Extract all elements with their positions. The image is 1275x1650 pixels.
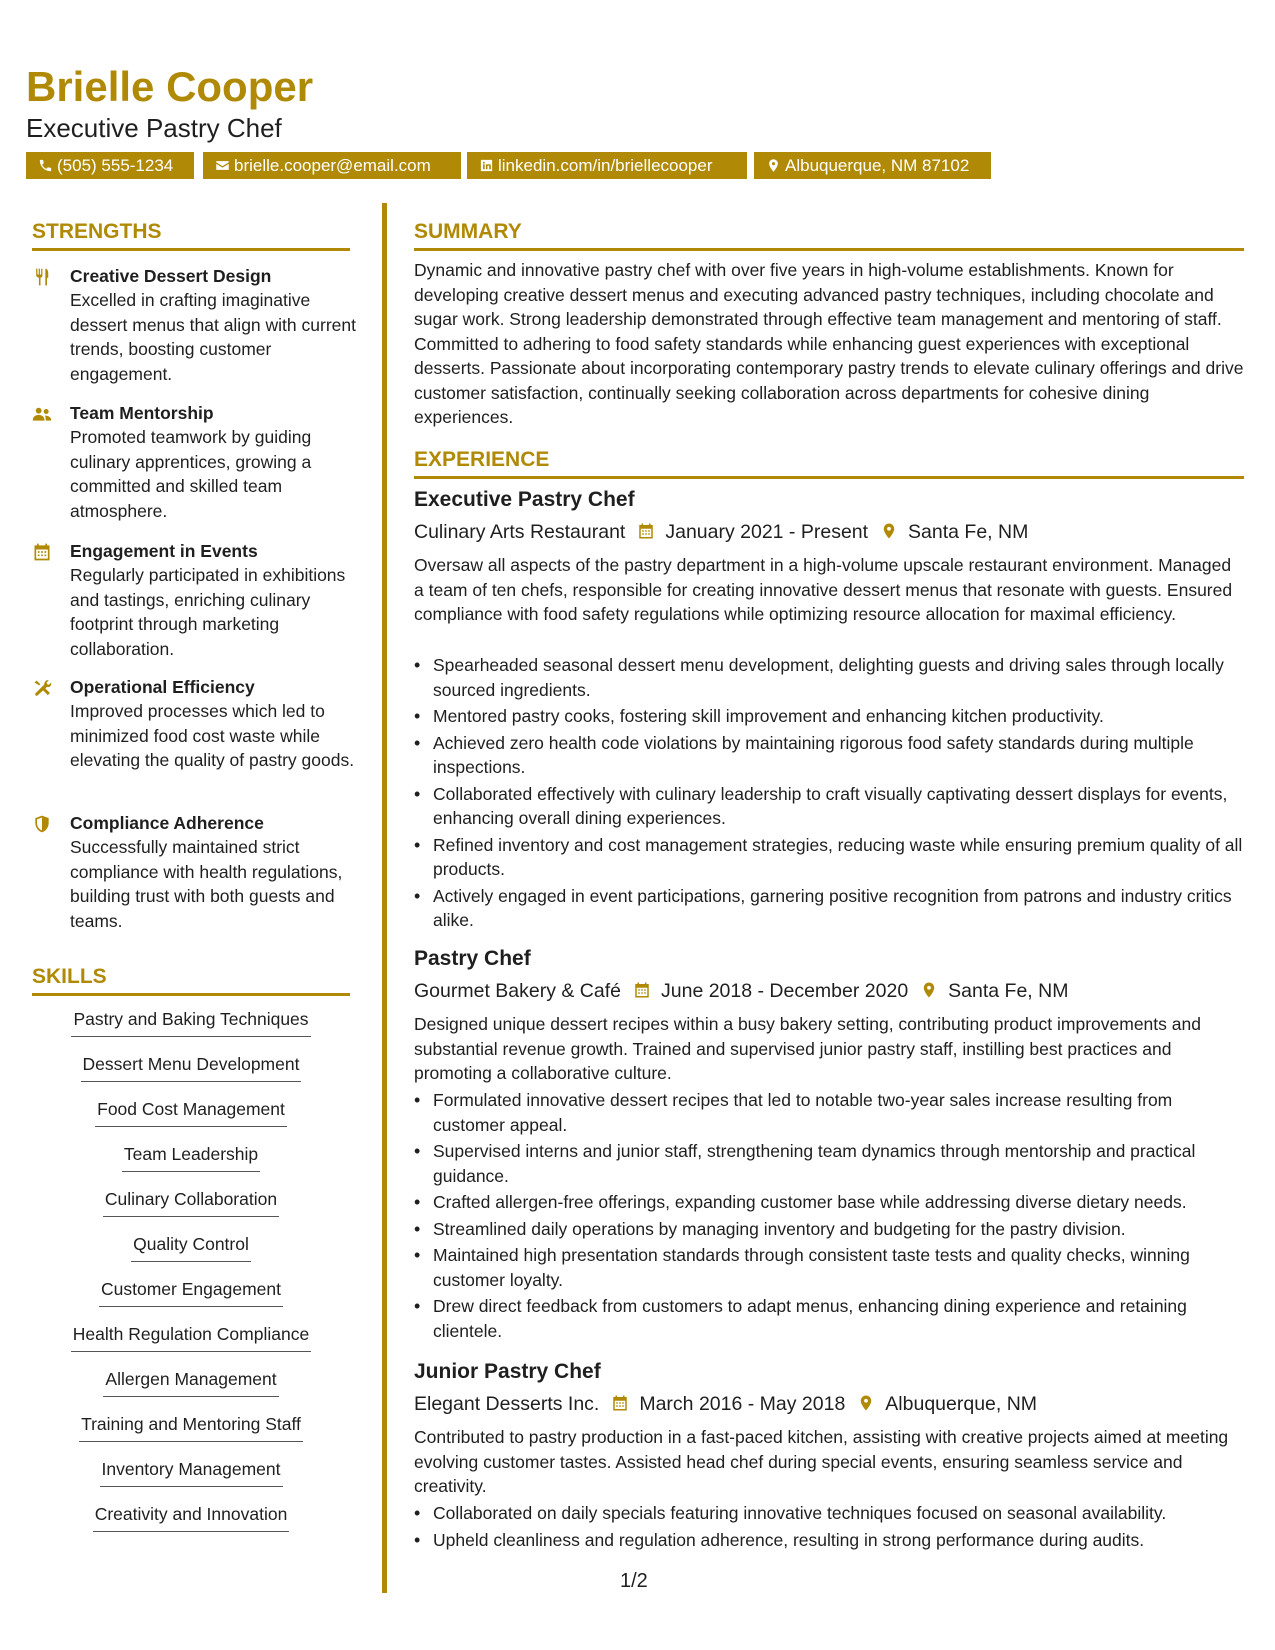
linkedin-icon <box>479 158 494 173</box>
bullet-item: • Streamlined daily operations by managing inventory and budgeting for the pastry division. <box>414 1217 1244 1242</box>
calendar-icon <box>633 981 651 999</box>
bullet-item: • Formulated innovative dessert recipes that led to notable two-year sales increase resulting from customer appeal. <box>414 1088 1244 1137</box>
skill-item: Customer Engagement <box>32 1277 350 1322</box>
summary-text: Dynamic and innovative pastry chef with over five years in high-volume establishments. Known for developing creative dessert menus and executing advanced pastry techniques, including chocolate and sugar work. Strong leadership demonstrated through effective team management and mentoring of staff. Committed to adhering to food safety standards while enhancing guest experiences with exceptional desserts. Passionate about incorporating contemporary pastry trends to elevate culinary offerings and drive customer satisfaction, continually seeking collaboration across departments for cohesive dining experiences. <box>414 260 1244 427</box>
tools-icon <box>32 678 54 700</box>
bullet-item: • Crafted allergen-free offerings, expanding customer base while addressing diverse dietary needs. <box>414 1190 1244 1215</box>
bullet-item: • Maintained high presentation standards through consistent taste tests and quality checks, winning customer loyalty. <box>414 1243 1244 1292</box>
strength-description: Improved processes which led to minimized food cost waste while elevating the quality of pastry goods. <box>70 701 355 770</box>
skill-item: Dessert Menu Development <box>32 1052 350 1097</box>
job-title: Executive Pastry Chef <box>414 488 635 511</box>
envelope-icon <box>215 158 230 173</box>
job-title: Pastry Chef <box>414 947 531 970</box>
map-pin-icon <box>857 1394 875 1412</box>
skill-item: Training and Mentoring Staff <box>32 1412 350 1457</box>
skill-item: Food Cost Management <box>32 1097 350 1142</box>
skill-item: Inventory Management <box>32 1457 350 1502</box>
strength-description: Excelled in crafting imaginative dessert menus that align with current trends, boosting customer engagement. <box>70 290 356 384</box>
linkedin-chip[interactable] <box>467 152 747 179</box>
skill-item: Culinary Collaboration <box>32 1187 350 1232</box>
phone-icon <box>38 158 53 173</box>
bullet-item: • Drew direct feedback from customers to adapt menus, enhancing dining experience and retaining clientele. <box>414 1294 1244 1343</box>
strength-description: Successfully maintained strict compliance with health regulations, building trust with both guests and teams. <box>70 837 343 931</box>
page-number: 1/2 <box>620 1570 648 1592</box>
location-chip[interactable] <box>754 152 991 179</box>
job-location: Albuquerque, NM <box>885 1393 1038 1415</box>
job-meta <box>414 978 1068 1004</box>
job-bullets <box>414 1501 1244 1554</box>
map-pin-icon <box>880 522 898 540</box>
job-location: Santa Fe, NM <box>948 980 1069 1002</box>
phone-chip[interactable] <box>26 152 194 179</box>
summary-heading: SUMMARY <box>414 220 522 243</box>
company-name: Elegant Desserts Inc. <box>414 1393 600 1415</box>
job-dates: June 2018 - December 2020 <box>661 980 909 1002</box>
bullet-item: • Spearheaded seasonal dessert menu development, delighting guests and driving sales through locally sourced ingredients. <box>414 653 1244 702</box>
job-title: Junior Pastry Chef <box>414 1360 601 1383</box>
job-description: Designed unique dessert recipes within a busy bakery setting, contributing product improvements and substantial revenue growth. Trained and supervised junior pastry staff, instilling best practices and promoting a collaborative culture. <box>414 1014 1201 1083</box>
email-text: brielle.cooper@email.com <box>234 156 431 175</box>
bullet-item: • Actively engaged in event participations, garnering positive recognition from patrons and industry critics alike. <box>414 884 1244 933</box>
company-name: Culinary Arts Restaurant <box>414 521 626 543</box>
company-name: Gourmet Bakery & Café <box>414 980 621 1002</box>
phone-text: (505) 555-1234 <box>57 156 174 175</box>
location-text: Albuquerque, NM 87102 <box>785 156 970 175</box>
strength-description: Promoted teamwork by guiding culinary apprentices, growing a committed and skilled team atmosphere. <box>70 427 312 521</box>
skills-list <box>32 1007 350 1547</box>
strength-title: Team Mentorship <box>70 403 214 423</box>
job-bullets <box>414 653 1244 935</box>
utensils-icon <box>32 267 54 289</box>
shield-icon <box>32 814 54 836</box>
strength-title: Compliance Adherence <box>70 813 264 833</box>
job-location: Santa Fe, NM <box>908 521 1029 543</box>
job-bullets <box>414 1088 1244 1345</box>
calendar-icon <box>637 522 655 540</box>
bullet-item: • Upheld cleanliness and regulation adherence, resulting in strong performance during audits. <box>414 1528 1244 1553</box>
summary-rule <box>414 248 1244 251</box>
bullet-item: • Refined inventory and cost management strategies, reducing waste while ensuring premium quality of all products. <box>414 833 1244 882</box>
job-description: Contributed to pastry production in a fast-paced kitchen, assisting with creative projects aimed at meeting evolving customer tastes. Assisted head chef during special events, ensuring seamless service and creativity. <box>414 1427 1229 1496</box>
bullet-item: • Collaborated on daily specials featuring innovative techniques focused on seasonal availability. <box>414 1501 1244 1526</box>
skill-item: Creativity and Innovation <box>32 1502 350 1547</box>
calendar-icon <box>611 1394 629 1412</box>
experience-heading: EXPERIENCE <box>414 448 550 471</box>
job-meta <box>414 519 1028 545</box>
strengths-rule <box>32 248 350 251</box>
bullet-item: • Achieved zero health code violations by maintaining rigorous food safety standards during multiple inspections. <box>414 731 1244 780</box>
skill-item: Allergen Management <box>32 1367 350 1412</box>
bullet-item: • Collaborated effectively with culinary leadership to craft visually captivating dessert displays for events, enhancing overall dining experiences. <box>414 782 1244 831</box>
experience-rule <box>414 476 1244 479</box>
strength-title: Creative Dessert Design <box>70 266 272 286</box>
skill-item: Health Regulation Compliance <box>32 1322 350 1367</box>
skill-item: Quality Control <box>32 1232 350 1277</box>
candidate-name: Brielle Cooper <box>26 63 314 110</box>
bullet-item: • Mentored pastry cooks, fostering skill improvement and enhancing kitchen productivity. <box>414 704 1244 729</box>
column-divider <box>382 203 387 1593</box>
job-dates: March 2016 - May 2018 <box>639 1393 846 1415</box>
strength-title: Operational Efficiency <box>70 677 255 697</box>
strength-description: Regularly participated in exhibitions and tastings, enriching culinary footprint through marketing collaboration. <box>70 565 346 659</box>
skill-item: Pastry and Baking Techniques <box>32 1007 350 1052</box>
job-meta <box>414 1391 1037 1417</box>
map-pin-icon <box>766 158 781 173</box>
skills-heading: SKILLS <box>32 965 107 988</box>
job-dates: January 2021 - Present <box>665 521 869 543</box>
job-headline: Executive Pastry Chef <box>26 113 282 143</box>
map-pin-icon <box>920 981 938 999</box>
users-icon <box>32 404 54 426</box>
skills-rule <box>32 993 350 996</box>
strengths-heading: STRENGTHS <box>32 220 162 243</box>
email-chip[interactable] <box>203 152 461 179</box>
bullet-item: • Supervised interns and junior staff, strengthening team dynamics through mentorship and practical guidance. <box>414 1139 1244 1188</box>
linkedin-text: linkedin.com/in/briellecooper <box>498 156 713 175</box>
skill-item: Team Leadership <box>32 1142 350 1187</box>
job-description: Oversaw all aspects of the pastry department in a high-volume upscale restaurant environment. Managed a team of ten chefs, responsible for creating innovative dessert menus that resonate with guests. Ensured compliance with food safety regulations while optimizing resource allocation for maximal efficiency. <box>414 555 1233 624</box>
calendar-icon <box>32 542 54 564</box>
strength-title: Engagement in Events <box>70 541 258 561</box>
